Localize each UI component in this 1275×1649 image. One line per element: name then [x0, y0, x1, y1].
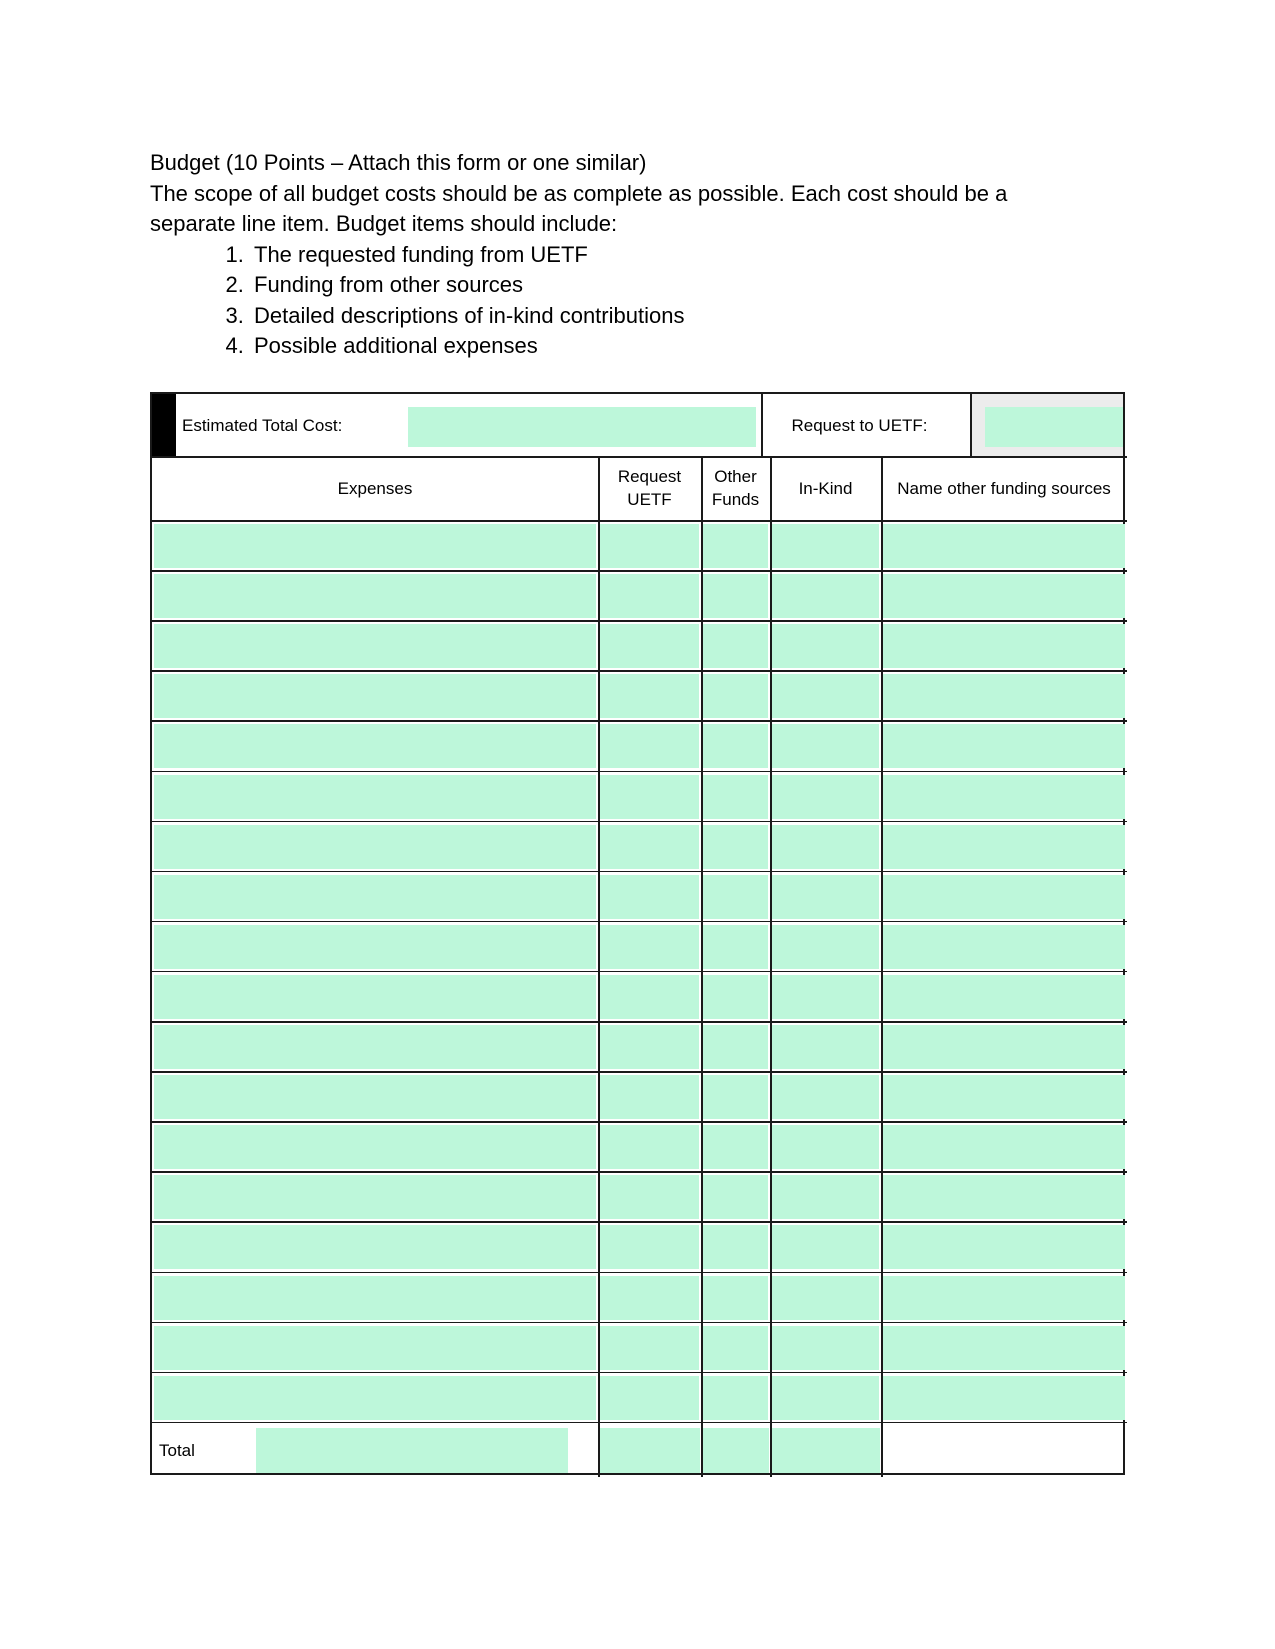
request-uetf-input[interactable]: [600, 925, 699, 969]
budget-description: The scope of all budget costs should be as complete as possible. Each cost should be a separate line item. Budget items should include:: [150, 180, 1008, 236]
request-uetf-input[interactable]: [600, 1326, 699, 1370]
expenses-header: Expenses: [337, 478, 413, 498]
requirement-item: 3. Detailed descriptions of in-kind contributions: [250, 301, 1090, 332]
other-sources-input[interactable]: [883, 825, 1125, 869]
budget-form-table: [150, 392, 1125, 1475]
expense-input[interactable]: [154, 825, 596, 869]
in-kind-header: In-Kind: [798, 478, 853, 498]
requirement-item: 1. The requested funding from UETF: [250, 240, 1090, 271]
grid-line: [152, 821, 1127, 823]
budget-title: Budget (10 Points – Attach this form or one similar): [150, 150, 647, 175]
total-in-kind-input[interactable]: [772, 1428, 880, 1473]
budget-requirements-list: [150, 240, 1090, 362]
expense-input[interactable]: [154, 925, 596, 969]
other-sources-input[interactable]: [883, 1276, 1125, 1320]
request-to-uetf-label: Request to UETF:: [791, 415, 928, 435]
grid-line: [152, 570, 1127, 572]
grid-line: [152, 520, 1127, 522]
in-kind-input[interactable]: [772, 1075, 879, 1119]
request-uetf-input[interactable]: [600, 875, 699, 919]
other-funds-input[interactable]: [703, 1075, 768, 1119]
request-uetf-input[interactable]: [600, 975, 699, 1019]
request-uetf-input[interactable]: [600, 674, 699, 718]
request-uetf-input[interactable]: [600, 574, 699, 618]
expense-input[interactable]: [154, 1276, 596, 1320]
grid-line: [152, 1171, 1127, 1173]
grid-line: [152, 871, 1127, 873]
grid-line: [152, 771, 1127, 773]
in-kind-input[interactable]: [772, 775, 879, 819]
other-sources-header: Name other funding sources: [897, 478, 1111, 498]
grid-line: [770, 456, 772, 1477]
in-kind-input[interactable]: [772, 925, 879, 969]
in-kind-input[interactable]: [772, 674, 879, 718]
request-uetf-input[interactable]: [600, 1075, 699, 1119]
grid-line: [152, 720, 1127, 722]
request-uetf-input[interactable]: [600, 524, 699, 568]
in-kind-input[interactable]: [772, 574, 879, 618]
other-sources-input[interactable]: [883, 724, 1125, 768]
grid-line: [152, 1071, 1127, 1073]
in-kind-input[interactable]: [772, 1326, 879, 1370]
grid-line: [761, 394, 763, 456]
other-sources-input[interactable]: [883, 1075, 1125, 1119]
grid-line: [152, 670, 1127, 672]
other-funds-input[interactable]: [703, 1326, 768, 1370]
expense-input[interactable]: [154, 1175, 596, 1219]
expense-input[interactable]: [154, 524, 596, 568]
grid-line: [152, 1422, 1127, 1424]
other-funds-input[interactable]: [703, 724, 768, 768]
in-kind-input[interactable]: [772, 1175, 879, 1219]
expense-input[interactable]: [154, 724, 596, 768]
other-sources-input[interactable]: [883, 1025, 1125, 1069]
expense-input[interactable]: [154, 1326, 596, 1370]
grid-line: [152, 1322, 1127, 1324]
other-funds-input[interactable]: [703, 875, 768, 919]
grid-line: [152, 1121, 1127, 1123]
other-sources-input[interactable]: [883, 1175, 1125, 1219]
in-kind-input[interactable]: [772, 875, 879, 919]
expense-input[interactable]: [154, 775, 596, 819]
grid-line: [152, 971, 1127, 973]
request-uetf-input[interactable]: [600, 1025, 699, 1069]
grid-line: [598, 456, 600, 1477]
grid-line: [152, 1272, 1127, 1274]
expense-input[interactable]: [154, 875, 596, 919]
grid-line: [152, 1372, 1127, 1374]
requirement-item: 2. Funding from other sources: [250, 270, 1090, 301]
other-funds-input[interactable]: [703, 925, 768, 969]
other-funds-input[interactable]: [703, 1376, 768, 1420]
other-sources-input[interactable]: [883, 1125, 1125, 1169]
other-sources-input[interactable]: [883, 975, 1125, 1019]
expense-input[interactable]: [154, 1376, 596, 1420]
other-sources-input[interactable]: [883, 524, 1125, 568]
other-funds-input[interactable]: [703, 975, 768, 1019]
in-kind-input[interactable]: [772, 624, 879, 668]
in-kind-input[interactable]: [772, 825, 879, 869]
request-uetf-input[interactable]: [600, 1175, 699, 1219]
other-sources-input[interactable]: [883, 1376, 1125, 1420]
estimated-total-input[interactable]: [408, 407, 756, 447]
expense-input[interactable]: [154, 624, 596, 668]
other-funds-input[interactable]: [703, 1225, 768, 1269]
grid-line: [152, 1021, 1127, 1023]
in-kind-input[interactable]: [772, 1376, 879, 1420]
expense-input[interactable]: [154, 674, 596, 718]
request-uetf-input[interactable]: [600, 775, 699, 819]
in-kind-input[interactable]: [772, 1225, 879, 1269]
grid-line: [152, 921, 1127, 923]
grid-line: [881, 456, 883, 1477]
other-sources-input[interactable]: [883, 875, 1125, 919]
budget-instructions: [150, 148, 1090, 362]
request-uetf-header: Request UETF: [617, 467, 682, 509]
in-kind-input[interactable]: [772, 1025, 879, 1069]
in-kind-input[interactable]: [772, 724, 879, 768]
other-sources-input[interactable]: [883, 775, 1125, 819]
expense-input[interactable]: [154, 1125, 596, 1169]
other-funds-input[interactable]: [703, 574, 768, 618]
header-marker-bar: [152, 394, 176, 456]
requirement-item: 4. Possible additional expenses: [250, 331, 1090, 362]
other-funds-input[interactable]: [703, 624, 768, 668]
request-uetf-input[interactable]: [600, 825, 699, 869]
expense-input[interactable]: [154, 975, 596, 1019]
other-funds-input[interactable]: [703, 825, 768, 869]
expense-input[interactable]: [154, 1025, 596, 1069]
in-kind-input[interactable]: [772, 1125, 879, 1169]
grid-line: [152, 620, 1127, 622]
in-kind-input[interactable]: [772, 1276, 879, 1320]
total-value-input[interactable]: [256, 1428, 568, 1473]
other-sources-input[interactable]: [883, 925, 1125, 969]
request-to-uetf-input[interactable]: [985, 407, 1123, 447]
request-uetf-input[interactable]: [600, 1376, 699, 1420]
request-uetf-input[interactable]: [600, 1125, 699, 1169]
request-uetf-input[interactable]: [600, 724, 699, 768]
other-funds-input[interactable]: [703, 1125, 768, 1169]
total-label: Total: [159, 1440, 195, 1460]
request-uetf-input[interactable]: [600, 1276, 699, 1320]
grid-line: [152, 456, 1127, 458]
other-funds-input[interactable]: [703, 1175, 768, 1219]
other-funds-input[interactable]: [703, 674, 768, 718]
other-sources-input[interactable]: [883, 1326, 1125, 1370]
in-kind-input[interactable]: [772, 975, 879, 1019]
request-uetf-input[interactable]: [600, 1225, 699, 1269]
grid-line: [701, 456, 703, 1477]
grid-line: [152, 1221, 1127, 1223]
expense-input[interactable]: [154, 1225, 596, 1269]
other-funds-input[interactable]: [703, 1276, 768, 1320]
other-funds-input[interactable]: [703, 524, 768, 568]
other-funds-header: Other Funds: [711, 467, 760, 509]
total-request-uetf-input[interactable]: [600, 1428, 700, 1473]
request-uetf-input[interactable]: [600, 624, 699, 668]
other-funds-input[interactable]: [703, 1025, 768, 1069]
in-kind-input[interactable]: [772, 524, 879, 568]
total-other-funds-input[interactable]: [703, 1428, 769, 1473]
other-funds-input[interactable]: [703, 775, 768, 819]
grid-line: [970, 394, 972, 456]
other-sources-input[interactable]: [883, 624, 1125, 668]
other-sources-input[interactable]: [883, 674, 1125, 718]
other-sources-input[interactable]: [883, 1225, 1125, 1269]
other-sources-input[interactable]: [883, 574, 1125, 618]
expense-input[interactable]: [154, 1075, 596, 1119]
expense-input[interactable]: [154, 574, 596, 618]
estimated-total-label: Estimated Total Cost:: [182, 415, 343, 435]
